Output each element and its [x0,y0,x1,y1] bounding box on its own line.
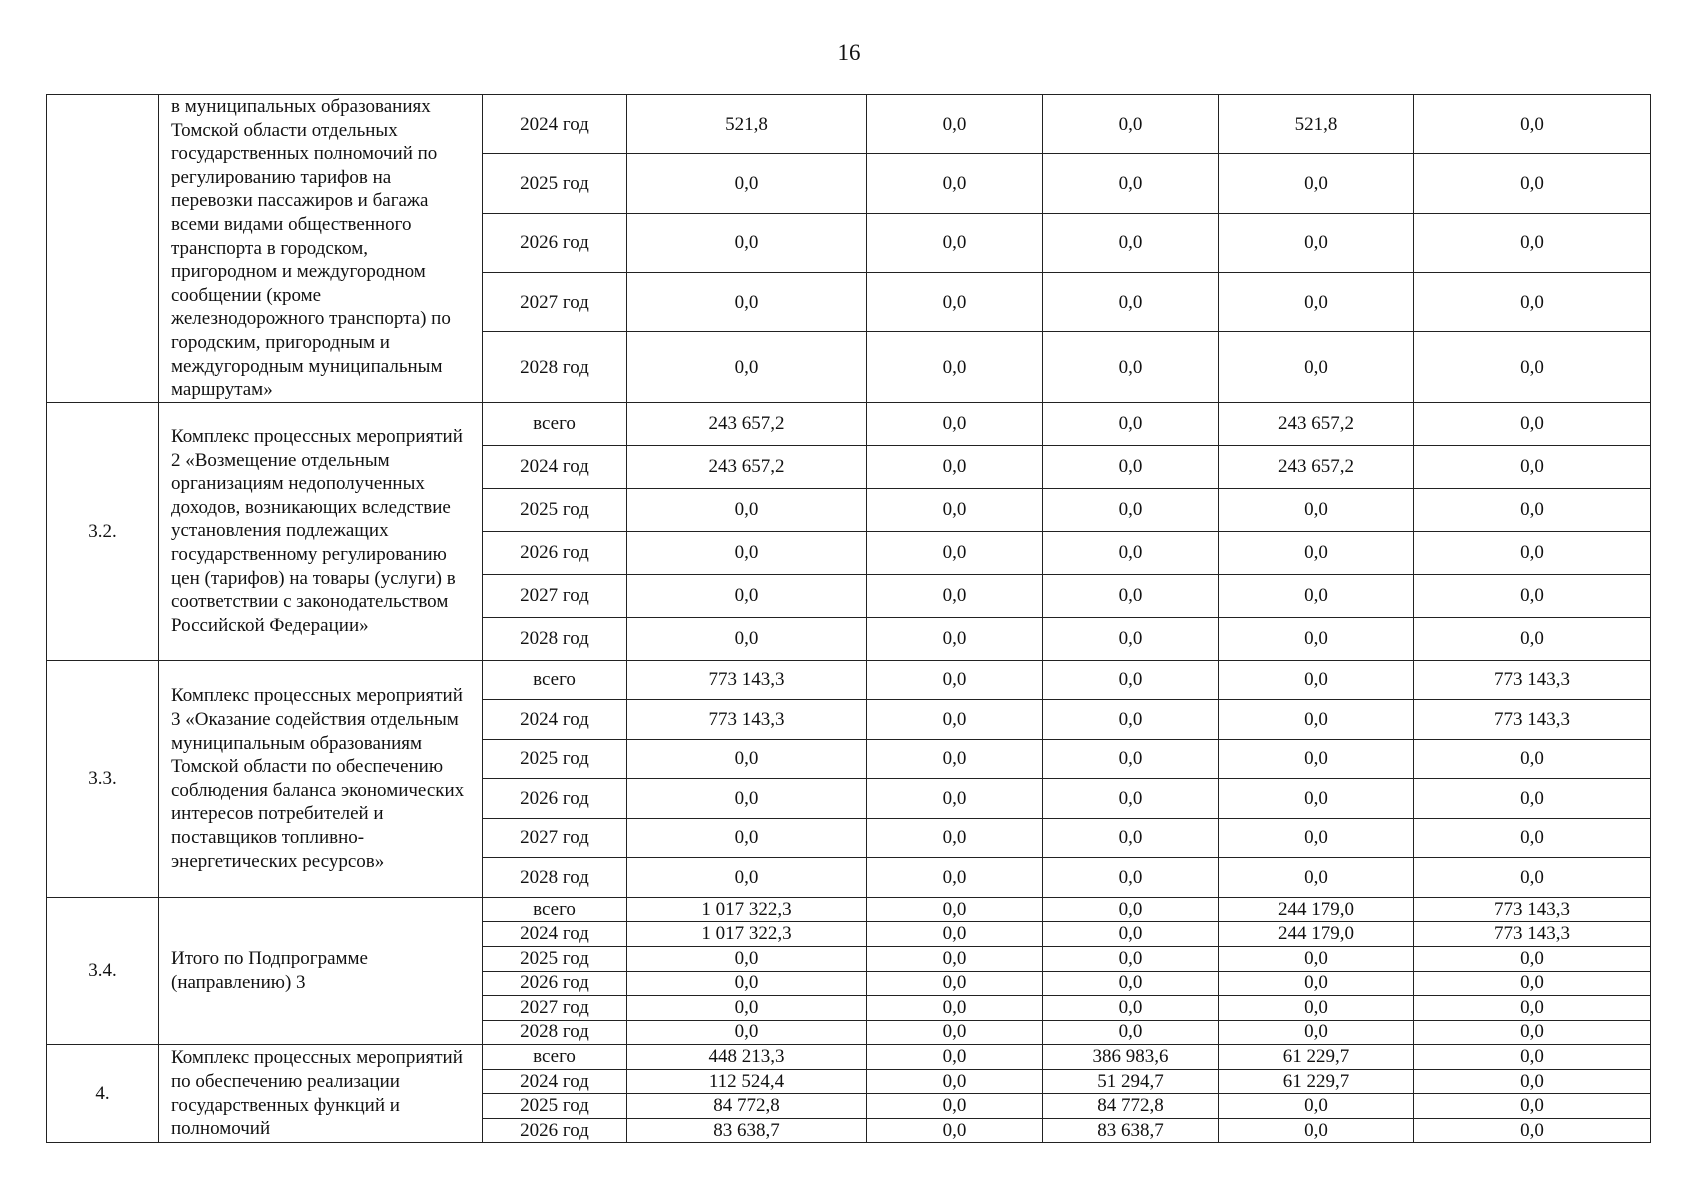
value-cell: 0,0 [627,858,867,898]
value-cell: 0,0 [867,488,1043,531]
period-cell: 2025 год [483,739,627,779]
value-cell: 0,0 [627,213,867,272]
table-row [47,1045,1651,1070]
value-cell: 0,0 [627,332,867,402]
period-cell: 2025 год [483,1094,627,1119]
value-cell: 0,0 [1414,95,1651,154]
value-cell: 773 143,3 [627,700,867,740]
period-cell: 2027 год [483,996,627,1021]
value-cell: 0,0 [867,445,1043,488]
value-cell: 0,0 [1043,996,1219,1021]
value-cell: 773 143,3 [1414,700,1651,740]
period-cell: 2024 год [483,95,627,154]
value-cell: 0,0 [627,1020,867,1045]
value-cell: 0,0 [1219,488,1414,531]
budget-table [46,94,1651,1143]
value-cell: 0,0 [627,971,867,996]
value-cell: 0,0 [1043,700,1219,740]
row-description-cell: в муниципальных образованиях Томской области отдельных государственных полномочий по регулированию тарифов на перевозки пассажиров и багажа всеми видами общественного транспорта в городском, пригородном и междугородном сообщении (кроме железнодорожного транспорта) по городским, пригородным и междугородным муниципальным маршрутам» [159,95,483,403]
value-cell: 0,0 [1414,332,1651,402]
value-cell: 243 657,2 [627,402,867,445]
value-cell: 0,0 [1219,996,1414,1021]
period-cell: 2026 год [483,213,627,272]
value-cell: 773 143,3 [1414,922,1651,947]
table-row [47,95,1651,154]
value-cell: 0,0 [1043,332,1219,402]
table-row [47,660,1651,700]
value-cell: 0,0 [1219,739,1414,779]
value-cell: 0,0 [1043,488,1219,531]
value-cell: 0,0 [1414,946,1651,971]
value-cell: 0,0 [627,779,867,819]
value-cell: 0,0 [1043,213,1219,272]
value-cell: 0,0 [867,1119,1043,1143]
value-cell: 0,0 [867,996,1043,1021]
value-cell: 0,0 [1219,154,1414,213]
value-cell: 521,8 [1219,95,1414,154]
value-cell: 0,0 [1043,946,1219,971]
value-cell: 0,0 [1043,971,1219,996]
value-cell: 0,0 [867,1045,1043,1070]
value-cell: 0,0 [867,154,1043,213]
value-cell: 0,0 [1043,818,1219,858]
period-cell: 2027 год [483,818,627,858]
value-cell: 0,0 [627,488,867,531]
value-cell: 0,0 [1414,154,1651,213]
value-cell: 0,0 [1219,818,1414,858]
value-cell: 0,0 [627,154,867,213]
value-cell: 0,0 [1414,445,1651,488]
value-cell: 112 524,4 [627,1069,867,1094]
value-cell: 0,0 [1043,1020,1219,1045]
value-cell: 243 657,2 [627,445,867,488]
row-number-cell: 3.4. [47,897,159,1045]
value-cell: 0,0 [1219,213,1414,272]
value-cell: 0,0 [1043,922,1219,947]
value-cell: 83 638,7 [1043,1119,1219,1143]
value-cell: 0,0 [1414,617,1651,660]
row-description-cell: Комплекс процессных мероприятий 3 «Оказание содействия отдельным муниципальным образованиям Томской области по обеспечению соблюдения баланса экономических интересов потребителей и поставщиков топливно-энергетических ресурсов» [159,660,483,897]
row-number-cell: 3.3. [47,660,159,897]
value-cell: 0,0 [627,996,867,1021]
value-cell: 0,0 [1043,660,1219,700]
value-cell: 0,0 [1219,660,1414,700]
table-body [47,95,1651,1143]
period-cell: 2028 год [483,1020,627,1045]
value-cell: 0,0 [867,660,1043,700]
value-cell: 0,0 [1043,402,1219,445]
period-cell: 2028 год [483,332,627,402]
value-cell: 0,0 [1219,332,1414,402]
value-cell: 0,0 [1219,779,1414,819]
period-cell: 2027 год [483,574,627,617]
period-cell: 2024 год [483,700,627,740]
value-cell: 0,0 [1414,1119,1651,1143]
value-cell: 1 017 322,3 [627,897,867,922]
value-cell: 0,0 [867,213,1043,272]
value-cell: 521,8 [627,95,867,154]
value-cell: 0,0 [867,1094,1043,1119]
value-cell: 0,0 [867,1020,1043,1045]
period-cell: 2026 год [483,1119,627,1143]
value-cell: 0,0 [627,617,867,660]
value-cell: 0,0 [627,531,867,574]
value-cell: 773 143,3 [1414,897,1651,922]
value-cell: 0,0 [1414,971,1651,996]
value-cell: 0,0 [1219,617,1414,660]
row-description-cell: Итого по Подпрограмме (направлению) 3 [159,897,483,1045]
value-cell: 0,0 [1414,272,1651,331]
value-cell: 0,0 [1043,617,1219,660]
value-cell: 0,0 [627,946,867,971]
period-cell: 2025 год [483,154,627,213]
value-cell: 0,0 [1043,574,1219,617]
period-cell: всего [483,660,627,700]
value-cell: 0,0 [867,779,1043,819]
value-cell: 84 772,8 [1043,1094,1219,1119]
value-cell: 0,0 [867,700,1043,740]
value-cell: 0,0 [867,1069,1043,1094]
value-cell: 243 657,2 [1219,402,1414,445]
value-cell: 0,0 [1414,779,1651,819]
period-cell: всего [483,1045,627,1070]
value-cell: 0,0 [1414,402,1651,445]
value-cell: 0,0 [1219,946,1414,971]
value-cell: 0,0 [867,402,1043,445]
period-cell: 2026 год [483,971,627,996]
value-cell: 0,0 [867,946,1043,971]
value-cell: 0,0 [1043,897,1219,922]
value-cell: 0,0 [867,332,1043,402]
value-cell: 244 179,0 [1219,922,1414,947]
value-cell: 773 143,3 [627,660,867,700]
value-cell: 0,0 [867,858,1043,898]
value-cell: 0,0 [1219,700,1414,740]
value-cell: 61 229,7 [1219,1069,1414,1094]
value-cell: 0,0 [1219,971,1414,996]
period-cell: 2028 год [483,858,627,898]
value-cell: 0,0 [1043,531,1219,574]
value-cell: 0,0 [1414,858,1651,898]
row-number-cell: 4. [47,1045,159,1143]
row-number-cell: 3.2. [47,402,159,660]
value-cell: 0,0 [1219,531,1414,574]
row-description-cell: Комплекс процессных мероприятий по обеспечению реализации государственных функций и полномочий [159,1045,483,1143]
value-cell: 1 017 322,3 [627,922,867,947]
value-cell: 0,0 [1043,739,1219,779]
value-cell: 0,0 [1043,272,1219,331]
value-cell: 83 638,7 [627,1119,867,1143]
value-cell: 0,0 [1219,272,1414,331]
period-cell: всего [483,402,627,445]
period-cell: 2025 год [483,488,627,531]
value-cell: 61 229,7 [1219,1045,1414,1070]
period-cell: 2028 год [483,617,627,660]
period-cell: 2025 год [483,946,627,971]
page-number: 16 [837,40,861,65]
value-cell: 773 143,3 [1414,660,1651,700]
value-cell: 0,0 [1219,1094,1414,1119]
value-cell: 0,0 [1219,1020,1414,1045]
value-cell: 0,0 [867,971,1043,996]
value-cell: 0,0 [1414,818,1651,858]
value-cell: 243 657,2 [1219,445,1414,488]
value-cell: 0,0 [627,574,867,617]
value-cell: 0,0 [867,739,1043,779]
value-cell: 0,0 [867,617,1043,660]
value-cell: 0,0 [867,531,1043,574]
value-cell: 0,0 [1043,154,1219,213]
value-cell: 0,0 [1219,1119,1414,1143]
value-cell: 51 294,7 [1043,1069,1219,1094]
value-cell: 0,0 [1414,1045,1651,1070]
value-cell: 0,0 [1414,1020,1651,1045]
value-cell: 0,0 [867,818,1043,858]
value-cell: 0,0 [867,574,1043,617]
value-cell: 0,0 [867,922,1043,947]
period-cell: 2026 год [483,531,627,574]
period-cell: 2024 год [483,445,627,488]
period-cell: 2024 год [483,1069,627,1094]
value-cell: 386 983,6 [1043,1045,1219,1070]
value-cell: 0,0 [1414,574,1651,617]
value-cell: 0,0 [1414,1094,1651,1119]
value-cell: 0,0 [1414,996,1651,1021]
value-cell: 0,0 [1414,213,1651,272]
value-cell: 0,0 [1043,95,1219,154]
period-cell: 2027 год [483,272,627,331]
value-cell: 244 179,0 [1219,897,1414,922]
period-cell: 2024 год [483,922,627,947]
value-cell: 0,0 [1043,858,1219,898]
value-cell: 0,0 [867,272,1043,331]
value-cell: 0,0 [867,95,1043,154]
value-cell: 0,0 [1219,858,1414,898]
value-cell: 84 772,8 [627,1094,867,1119]
value-cell: 0,0 [627,739,867,779]
value-cell: 0,0 [1414,488,1651,531]
table-row [47,897,1651,922]
value-cell: 0,0 [867,897,1043,922]
value-cell: 448 213,3 [627,1045,867,1070]
period-cell: 2026 год [483,779,627,819]
value-cell: 0,0 [1414,531,1651,574]
value-cell: 0,0 [1414,1069,1651,1094]
value-cell: 0,0 [1414,739,1651,779]
value-cell: 0,0 [1043,445,1219,488]
row-number-cell [47,95,159,403]
value-cell: 0,0 [627,272,867,331]
value-cell: 0,0 [1219,574,1414,617]
table-row [47,402,1651,445]
period-cell: всего [483,897,627,922]
value-cell: 0,0 [627,818,867,858]
row-description-cell: Комплекс процессных мероприятий 2 «Возмещение отдельным организациям недополученных доходов, возникающих вследствие установления подлежащих государственному регулированию цен (тарифов) на товары (услуги) в соответствии с законодательством Российской Федерации» [159,402,483,660]
value-cell: 0,0 [1043,779,1219,819]
